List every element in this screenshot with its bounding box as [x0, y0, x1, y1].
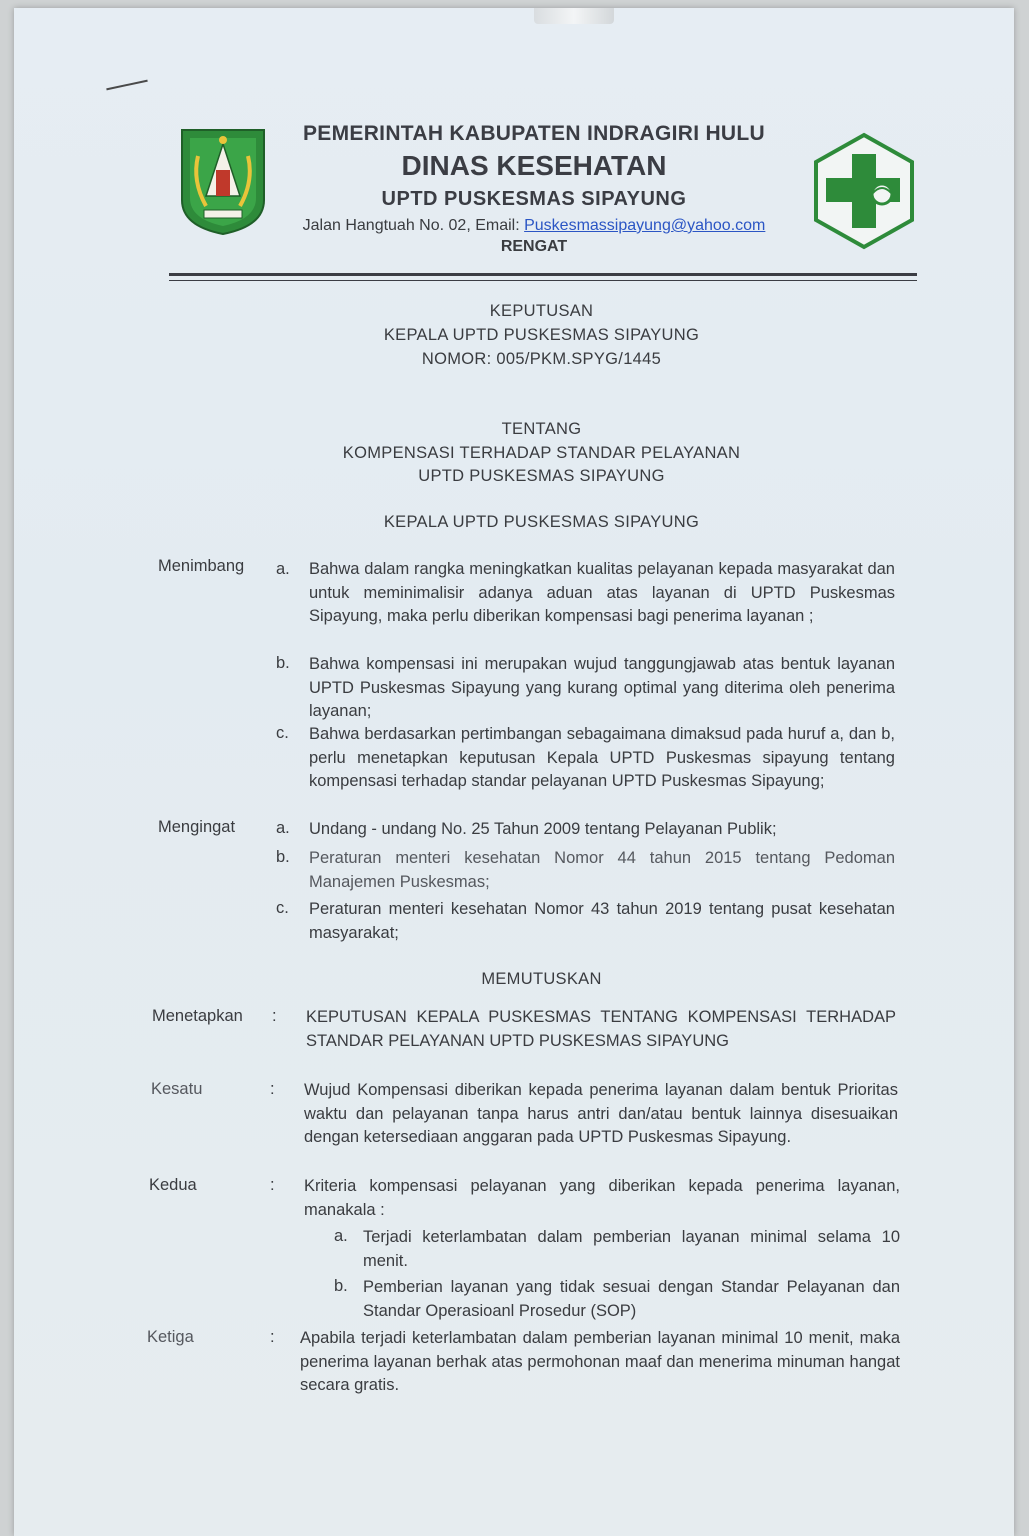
menetapkan-colon: :: [272, 1007, 277, 1025]
header-rule-thick: [169, 273, 917, 276]
decree-issuer: KEPALA UPTD PUSKESMAS SIPAYUNG: [383, 326, 700, 344]
signatory-title: KEPALA UPTD PUSKESMAS SIPAYUNG: [383, 513, 700, 531]
unit-name: UPTD PUSKESMAS SIPAYUNG: [381, 188, 687, 210]
mengingat-a-marker: a.: [276, 819, 290, 837]
menetapkan-text: KEPUTUSAN KEPALA PUSKESMAS TENTANG KOMPENSASI TERHADAP STANDAR PELAYANAN UPTD PUSKESMAS SIPAYUNG: [306, 1008, 896, 1050]
kedua-a-text: Terjadi keterlambatan dalam pemberian layanan minimal selama 10 menit.: [363, 1228, 900, 1270]
city-name: RENGAT: [500, 238, 568, 255]
menimbang-c-text: Bahwa berdasarkan pertimbangan sebagaimana dimaksud pada huruf a, dan b, perlu menetapkan keputusan Kepala UPTD Puskesmas sipayung tentang kompensasi terhadap standar pelayanan UPTD Puskesmas Sipayung;: [309, 725, 895, 790]
menimbang-b-text: Bahwa kompensasi ini merupakan wujud tanggungjawab atas bentuk layanan UPTD Puskesmas Sipayung yang kurang optimal yang diterima oleh penerima layanan;: [309, 655, 895, 720]
kedua-label: Kedua: [149, 1176, 197, 1194]
menimbang-b-marker: b.: [276, 654, 290, 672]
email-link[interactable]: Puskesmassipayung@yahoo.com: [524, 217, 766, 234]
mengingat-label: Mengingat: [158, 818, 236, 836]
memutuskan-heading: MEMUTUSKAN: [481, 970, 602, 988]
kesatu-colon: :: [270, 1080, 275, 1098]
header-rule-thin: [169, 280, 917, 281]
mengingat-b-marker: b.: [276, 848, 290, 866]
kedua-b-marker: b.: [334, 1277, 348, 1295]
address-text: Jalan Hangtuah No. 02, Email:: [302, 217, 520, 234]
menimbang-c-marker: c.: [276, 724, 289, 742]
decree-number: NOMOR: 005/PKM.SPYG/1445: [421, 350, 662, 368]
ketiga-colon: :: [270, 1328, 275, 1346]
mengingat-c-marker: c.: [276, 899, 289, 917]
puskesmas-logo-icon: [812, 132, 916, 250]
kedua-a-marker: a.: [334, 1227, 348, 1245]
kedua-colon: :: [270, 1176, 275, 1194]
mengingat-c-text: Peraturan menteri kesehatan Nomor 43 tahun 2019 tentang pusat kesehatan masyarakat;: [309, 900, 895, 942]
kedua-text: Kriteria kompensasi pelayanan yang diberikan kepada penerima layanan, manakala :: [304, 1177, 900, 1219]
subject-line-1: KOMPENSASI TERHADAP STANDAR PELAYANAN: [342, 444, 741, 462]
decree-type: KEPUTUSAN: [489, 302, 594, 320]
ketiga-text: Apabila terjadi keterlambatan dalam pemberian layanan minimal 10 menit, maka penerima layanan berhak atas permohonan maaf dan menerima minuman hangat secara gratis.: [300, 1329, 900, 1394]
mengingat-a-text: Undang - undang No. 25 Tahun 2009 tentang Pelayanan Publik;: [309, 820, 777, 838]
kesatu-text: Wujud Kompensasi diberikan kepada penerima layanan dalam bentuk Prioritas waktu dan pelayanan tanpa harus antri dan/atau bentuk lainnya disesuaikan dengan ketersediaan anggaran pada UPTD Puskesmas Sipayung.: [304, 1081, 898, 1146]
government-name: PEMERINTAH KABUPATEN INDRAGIRI HULU: [303, 122, 765, 145]
pen-mark: [106, 80, 147, 91]
document-paper: [14, 8, 1014, 1536]
agency-name: DINAS KESEHATAN: [401, 150, 667, 181]
ketiga-label: Ketiga: [147, 1328, 194, 1346]
about-label: TENTANG: [501, 420, 582, 438]
kesatu-label: Kesatu: [151, 1080, 203, 1098]
menimbang-label: Menimbang: [158, 557, 245, 575]
menetapkan-label: Menetapkan: [152, 1007, 243, 1025]
address-line: [254, 217, 814, 235]
menimbang-a-text: Bahwa dalam rangka meningkatkan kualitas pelayanan kepada masyarakat dan untuk meminimalisir adanya aduan atas layanan di UPTD Puskesmas Sipayung, maka perlu diberikan kompensasi bagi penerima layanan ;: [309, 560, 895, 625]
binder-clip: [534, 8, 614, 24]
letterhead: [254, 122, 814, 256]
subject-line-2: UPTD PUSKESMAS SIPAYUNG: [418, 467, 665, 485]
menimbang-a-marker: a.: [276, 560, 290, 578]
mengingat-b-text: Peraturan menteri kesehatan Nomor 44 tahun 2015 tentang Pedoman Manajemen Puskesmas;: [309, 849, 895, 891]
kedua-b-text: Pemberian layanan yang tidak sesuai dengan Standar Pelayanan dan Standar Operasioanl Prosedur (SOP): [363, 1278, 900, 1320]
